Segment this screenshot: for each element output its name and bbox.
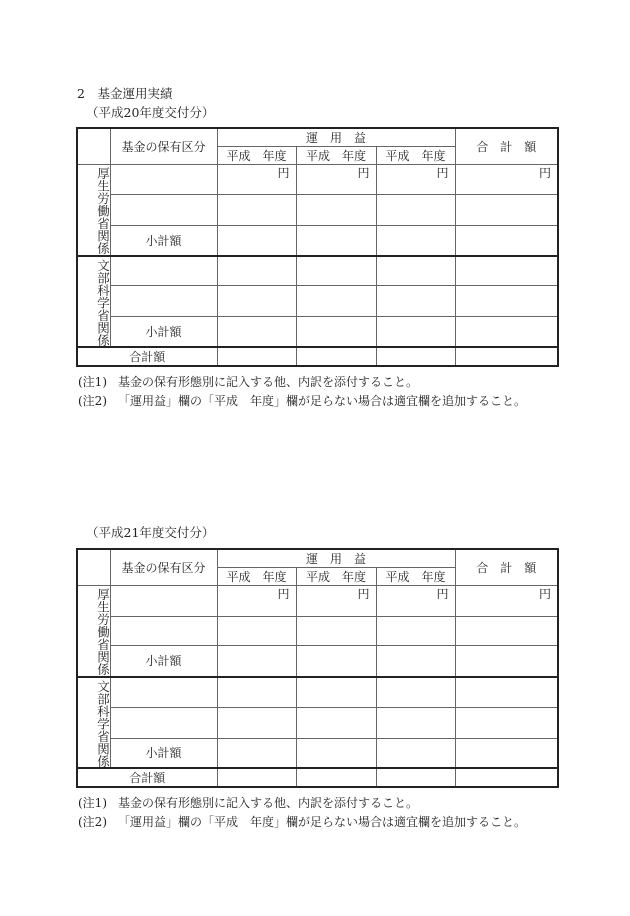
year-header: 平成 年度 [296, 147, 376, 165]
entry-cell[interactable] [376, 225, 455, 255]
unit-label: 円 [296, 586, 376, 617]
entry-cell[interactable] [376, 316, 455, 347]
year-header: 平成 年度 [376, 147, 455, 165]
table-1-caption: （平成20年度交付分） [86, 105, 215, 120]
note-text: 基金の保有形態別に記入する他、内訳を添付すること。 [118, 375, 419, 389]
entry-cell[interactable] [217, 616, 296, 646]
unit-label: 円 [296, 165, 376, 195]
subtotal-label: 小計額 [110, 738, 217, 768]
section-heading: 2 基金運用実績 [77, 86, 173, 101]
total-header: 合 計 額 [455, 128, 558, 165]
fund-table-2009 [76, 548, 559, 788]
year-header: 平成 年度 [296, 568, 376, 586]
entry-cell[interactable] [376, 347, 455, 366]
entry-cell[interactable] [376, 195, 455, 225]
note-1 [78, 794, 418, 811]
entry-cell[interactable] [376, 707, 455, 738]
entry-cell[interactable] [455, 225, 558, 255]
entry-cell[interactable] [110, 165, 217, 195]
total-header: 合 計 額 [455, 549, 558, 586]
entry-cell[interactable] [217, 677, 296, 708]
category-header: 基金の保有区分 [110, 549, 217, 586]
note-tag: (注2) [78, 394, 107, 408]
entry-cell[interactable] [296, 347, 376, 366]
entry-cell[interactable] [455, 316, 558, 347]
entry-cell[interactable] [217, 707, 296, 738]
entry-cell[interactable] [217, 225, 296, 255]
note-1 [78, 373, 418, 390]
grand-total-label: 合計額 [77, 768, 217, 787]
entry-cell[interactable] [217, 646, 296, 677]
corner-cell [77, 549, 110, 586]
entry-cell[interactable] [455, 738, 558, 768]
subtotal-label: 小計額 [110, 646, 217, 677]
fund-table-2008 [76, 127, 559, 367]
entry-cell[interactable] [217, 316, 296, 347]
entry-cell[interactable] [455, 285, 558, 316]
year-header: 平成 年度 [376, 568, 455, 586]
entry-cell[interactable] [455, 347, 558, 366]
entry-cell[interactable] [376, 677, 455, 708]
entry-cell[interactable] [217, 195, 296, 225]
entry-cell[interactable] [110, 586, 217, 617]
entry-cell[interactable] [217, 256, 296, 286]
entry-cell[interactable] [376, 768, 455, 787]
entry-cell[interactable] [110, 707, 217, 738]
note-text: 基金の保有形態別に記入する他、内訳を添付すること。 [118, 796, 419, 810]
entry-cell[interactable] [110, 616, 217, 646]
note-2 [78, 813, 526, 830]
entry-cell[interactable] [376, 646, 455, 677]
corner-cell [77, 128, 110, 165]
entry-cell[interactable] [217, 768, 296, 787]
entry-cell[interactable] [217, 285, 296, 316]
group-label-mext: 文部科学省関係 [77, 256, 110, 348]
unit-label: 円 [217, 586, 296, 617]
note-text: 「運用益」欄の「平成 年度」欄が足らない場合は適宜欄を追加すること。 [118, 815, 527, 829]
entry-cell[interactable] [296, 195, 376, 225]
entry-cell[interactable] [376, 256, 455, 286]
group-label-mhlw: 厚生労働省関係 [77, 165, 110, 256]
entry-cell[interactable] [455, 707, 558, 738]
entry-cell[interactable] [296, 225, 376, 255]
entry-cell[interactable] [455, 256, 558, 286]
unit-label: 円 [455, 165, 558, 195]
entry-cell[interactable] [455, 616, 558, 646]
entry-cell[interactable] [376, 738, 455, 768]
entry-cell[interactable] [110, 195, 217, 225]
unit-label: 円 [455, 586, 558, 617]
unit-label: 円 [376, 165, 455, 195]
subtotal-label: 小計額 [110, 316, 217, 347]
note-tag: (注1) [78, 796, 107, 810]
entry-cell[interactable] [110, 285, 217, 316]
entry-cell[interactable] [296, 285, 376, 316]
entry-cell[interactable] [455, 768, 558, 787]
entry-cell[interactable] [217, 347, 296, 366]
entry-cell[interactable] [296, 616, 376, 646]
entry-cell[interactable] [296, 738, 376, 768]
entry-cell[interactable] [376, 285, 455, 316]
entry-cell[interactable] [455, 195, 558, 225]
unit-label: 円 [217, 165, 296, 195]
note-text: 「運用益」欄の「平成 年度」欄が足らない場合は適宜欄を追加すること。 [118, 394, 527, 408]
income-header: 運 用 益 [217, 128, 455, 147]
income-header: 運 用 益 [217, 549, 455, 568]
note-tag: (注2) [78, 815, 107, 829]
entry-cell[interactable] [455, 677, 558, 708]
unit-label: 円 [376, 586, 455, 617]
year-header: 平成 年度 [217, 147, 296, 165]
entry-cell[interactable] [296, 707, 376, 738]
note-2 [78, 392, 526, 409]
entry-cell[interactable] [376, 616, 455, 646]
entry-cell[interactable] [455, 646, 558, 677]
year-header: 平成 年度 [217, 568, 296, 586]
grand-total-label: 合計額 [77, 347, 217, 366]
subtotal-label: 小計額 [110, 225, 217, 255]
entry-cell[interactable] [217, 738, 296, 768]
entry-cell[interactable] [296, 768, 376, 787]
group-label-mext: 文部科学省関係 [77, 677, 110, 769]
entry-cell[interactable] [296, 646, 376, 677]
table-2-caption: （平成21年度交付分） [86, 525, 215, 540]
entry-cell[interactable] [296, 677, 376, 708]
entry-cell[interactable] [110, 677, 217, 708]
category-header: 基金の保有区分 [110, 128, 217, 165]
note-tag: (注1) [78, 375, 107, 389]
entry-cell[interactable] [296, 256, 376, 286]
entry-cell[interactable] [110, 256, 217, 286]
group-label-mhlw: 厚生労働省関係 [77, 586, 110, 677]
entry-cell[interactable] [296, 316, 376, 347]
